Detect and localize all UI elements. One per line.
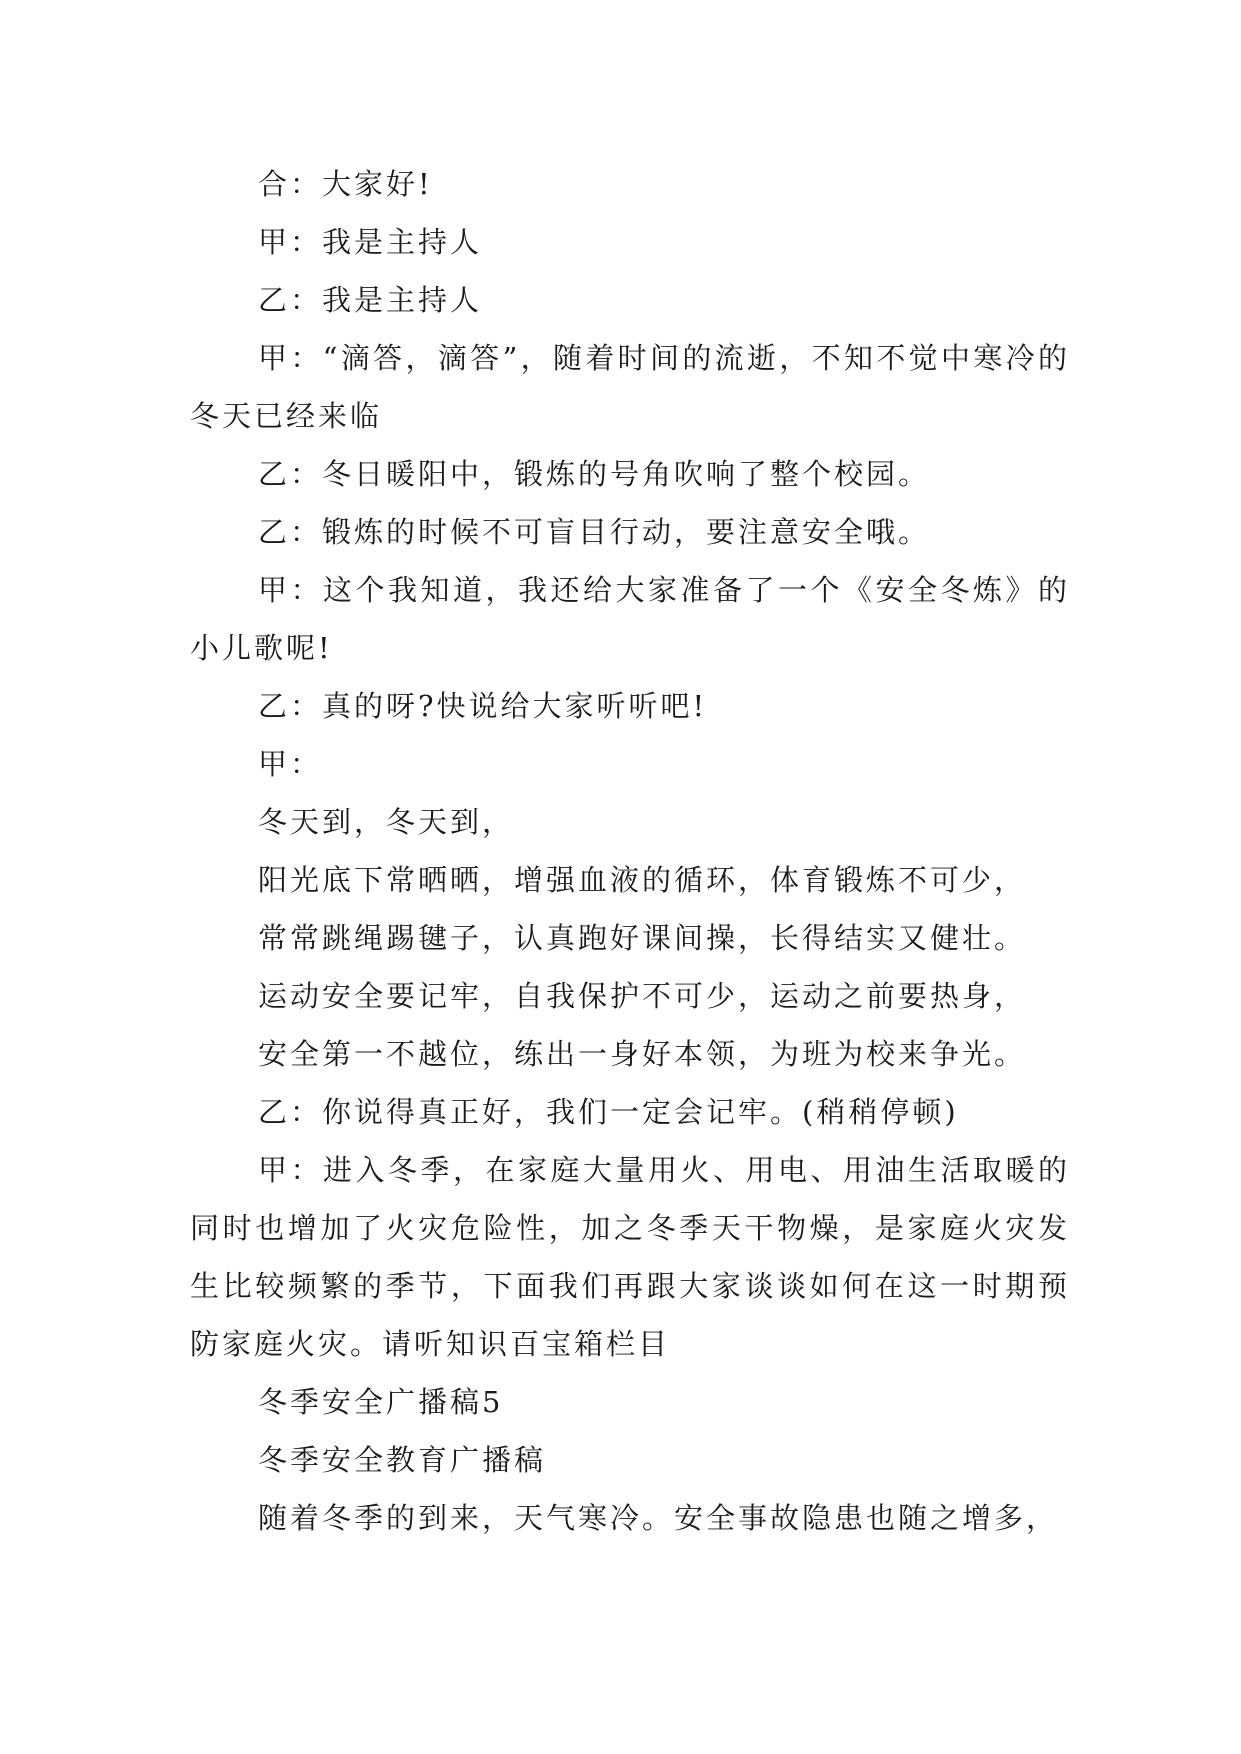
paragraph-safety-note: 乙：锻炼的时候不可盲目行动，要注意安全哦。 (258, 515, 931, 549)
paragraph-request-song: 乙：真的呀?快说给大家听听吧! (258, 689, 708, 723)
paragraph-greeting: 合：大家好! (258, 167, 433, 201)
paragraph-host-a-intro: 甲：我是主持人 (258, 225, 483, 259)
paragraph-winter-hazards: 随着冬季的到来，天气寒冷。安全事故隐患也随之增多， (258, 1501, 1059, 1535)
paragraph-host-b-intro: 乙：我是主持人 (258, 283, 483, 317)
paragraph-exercise-horn: 乙：冬日暖阳中，锻炼的号角吹响了整个校园。 (258, 457, 931, 491)
section-subtitle: 冬季安全教育广播稿 (258, 1443, 547, 1477)
song-line-3: 常常跳绳踢毽子，认真跑好课间操，长得结实又健壮。 (258, 921, 1027, 955)
document-body (190, 155, 1070, 1547)
paragraph-remember: 乙：你说得真正好，我们一定会记牢。(稍稍停顿) (258, 1095, 959, 1129)
paragraph-fire-safety: 甲：进入冬季，在家庭大量用火、用电、用油生活取暖的同时也增加了火灾危险性，加之冬季天干物燥，是家庭火灾发生比较频繁的季节，下面我们再跟大家谈谈如何在这一时期预防家庭火灾。请听知识百宝箱栏目 (190, 1153, 1070, 1361)
section-title-5: 冬季安全广播稿5 (258, 1385, 504, 1419)
paragraph-host-a-label: 甲： (258, 747, 323, 781)
song-line-1: 冬天到，冬天到， (258, 805, 515, 839)
paragraph-song-intro: 甲：这个我知道，我还给大家准备了一个《安全冬炼》的小儿歌呢! (190, 573, 1070, 665)
song-line-4: 运动安全要记牢，自我保护不可少，运动之前要热身， (258, 979, 1027, 1013)
paragraph-winter-arrival: 甲：“滴答，滴答”，随着时间的流逝，不知不觉中寒冷的冬天已经来临 (190, 341, 1070, 433)
song-line-5: 安全第一不越位，练出一身好本领，为班为校来争光。 (258, 1037, 1027, 1071)
song-line-2: 阳光底下常晒晒，增强血液的循环，体育锻炼不可少， (258, 863, 1027, 897)
